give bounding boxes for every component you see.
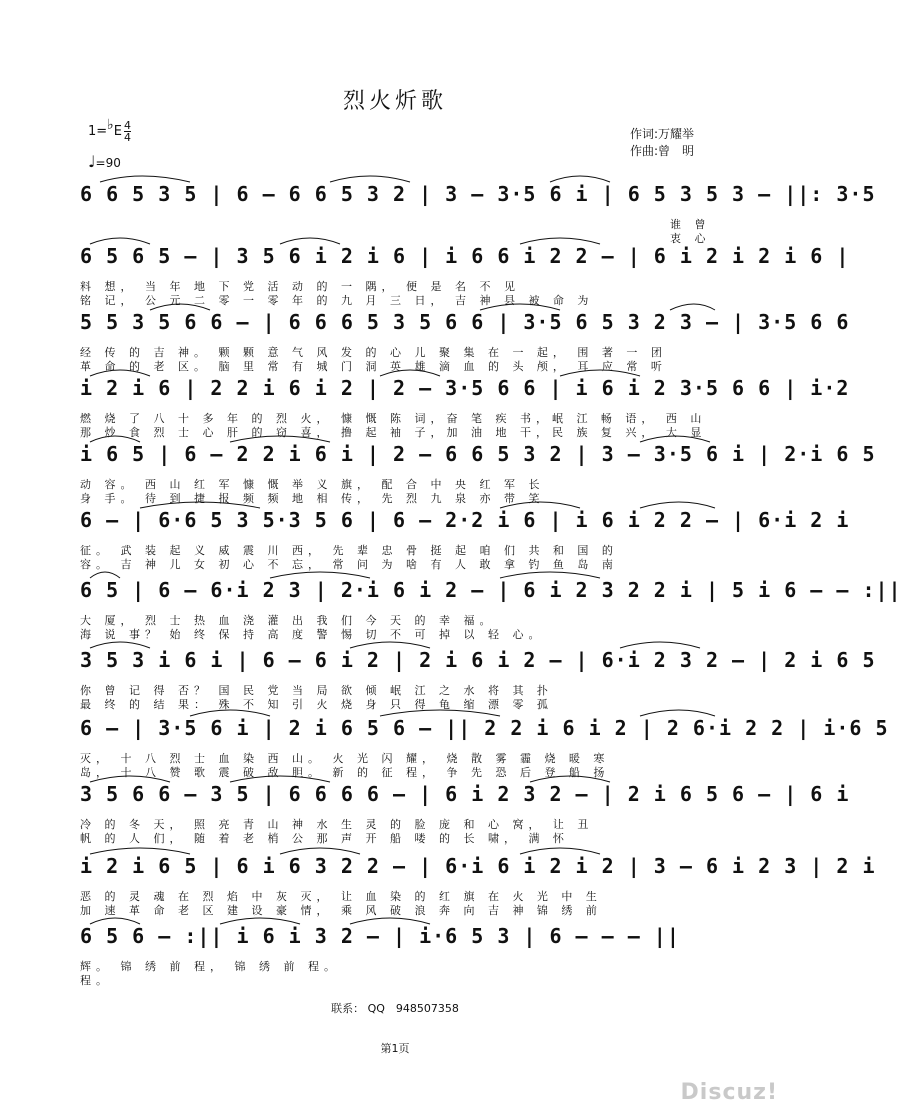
lyric-verse-1: 经 传 的 吉 神。 颗 颗 意 气 风 发 的 心 儿 聚 集 在 一 起， 围 著 一 团 — [80, 346, 667, 359]
composer: 作曲:曾 明 — [630, 144, 695, 158]
notation-line: i 2 i 6 5 | 6 i 6 3 2 2 – | 6·i 6 i 2 i 2 | 3 – 6 i 2 3 | 2 i — [80, 854, 876, 878]
lyric-verse-1: 你 曾 记 得 否？ 国 民 党 当 局 欲 倾 岷 江 之 水 将 其 扑 — [80, 684, 553, 697]
lyric-verse-2: 程。 — [80, 974, 112, 987]
notation-line: 3 5 3 i 6 i | 6 – 6 i 2 | 2 i 6 i 2 – | 6·i 2 3 2 – | 2 i 6 5 — [80, 648, 876, 672]
lyric-verse-2: 帆 的 人 们， 随 着 老 梢 公 那 声 开 船 喽 的 长 啸， 满 怀 — [80, 832, 569, 845]
notation-line: 6 6 5 3 5 | 6 – 6 6 5 3 2 | 3 – 3·5 6 i | 6 5 3 5 3 – ||: 3·5 — [80, 182, 876, 206]
notation-line: 6 – | 6·6 5 3 5·3 5 6 | 6 – 2·2 i 6 | i 6 i 2 2 – | 6·i 2 i — [80, 508, 850, 532]
tempo-value: =90 — [95, 156, 121, 170]
key-note: E — [113, 124, 122, 139]
song-title: 烈火炘歌 — [342, 89, 447, 114]
lyric-verse-1: 动 容。 西 山 红 军 慷 慨 举 义 旗， 配 合 中 央 红 军 长 — [80, 478, 545, 491]
lyric-verse-2: 铭 记， 公 元 二 零 一 零 年 的 九 月 三 日， 吉 神 县 被 命 为 — [80, 294, 594, 307]
lyric-verse-1: 大 厦， 烈 士 热 血 浇 灌 出 我 们 今 天 的 幸 福。 — [80, 614, 496, 627]
lyric-verse-2: 身 手。 待 到 捷 报 频 频 地 相 传， 先 烈 九 泉 亦 带 笑 — [80, 492, 545, 505]
lyric-verse-1: 恶 的 灵 魂 在 烈 焰 中 灰 灭， 让 血 染 的 红 旗 在 火 光 中 生 — [80, 890, 602, 903]
lyric-verse-2: 加 速 革 命 老 区 建 设 豪 情， 乘 风 破 浪 奔 向 吉 神 锦 绣 前 — [80, 904, 602, 917]
lyric-verse-1: 燃 烧 了 八 十 多 年 的 烈 火， 慷 慨 陈 词，奋 笔 疾 书，岷 江 畅 语， 西 山 — [80, 412, 707, 425]
lyric-verse-1: 冷 的 冬 天， 照 亮 青 山 神 水 生 灵 的 脸 庞 和 心 窝， 让 丑 — [80, 818, 594, 831]
lyric-verse-1: 征。 武 装 起 义 威 震 川 西， 先 辈 忠 骨 挺 起 咱 们 共 和 国 的 — [80, 544, 618, 557]
lyric-verse-1: 料 想， 当 年 地 下 党 活 动 的 一 隅， 便 是 名 不 见 — [80, 280, 520, 293]
time-signature — [124, 120, 131, 143]
key-prefix: 1= — [88, 124, 108, 139]
lyric-verse-1: 谁 曾 — [670, 218, 711, 231]
lyric-verse-2: 那 炒 食 烈 士 心 肝 的 窃 喜， 撸 起 袖 子，加 油 地 干，民 族 复 兴， 大 显 — [80, 426, 707, 439]
tempo-marking — [88, 152, 121, 171]
lyric-verse-2: 岛， 十 八 赞 歌 震 破 敌 胆。 新 的 征 程， 争 先 恐 后 登 船 扬 — [80, 766, 610, 779]
notation-line: i 2 i 6 | 2 2 i 6 i 2 | 2 – 3·5 6 6 | i 6 i 2 3·5 6 6 | i·2 — [80, 376, 850, 400]
notation-line: 6 5 6 – :|| i 6 i 3 2 – | i·6 5 3 | 6 – – – || — [80, 924, 680, 948]
quarter-note-icon: ♩ — [88, 152, 96, 171]
time-unit: 4 — [124, 131, 131, 144]
lyric-verse-2: 海 说 事？ 始 终 保 持 高 度 警 惕 切 不 可 掉 以 轻 心。 — [80, 628, 545, 641]
notation-line: 6 5 | 6 – 6·i 2 3 | 2·i 6 i 2 – | 6 i 2 3 2 2 i | 5 i 6 – – :|| — [80, 578, 902, 602]
watermark-logo: Discuz! — [680, 1080, 778, 1105]
flat-icon: ♭ — [107, 117, 114, 133]
lyric-verse-2: 革 命 的 老 区。 脑 里 常 有 城 门 洞 英 雄 滴 血 的 头 颅， 耳 应 常 听 — [80, 360, 667, 373]
credits — [630, 126, 694, 160]
notation-line: i 6 5 | 6 – 2 2 i 6 i | 2 – 6 6 5 3 2 | 3 – 3·5 6 i | 2·i 6 5 — [80, 442, 876, 466]
time-beats: 4 — [124, 119, 131, 132]
lyric-verse-1: 灭， 十 八 烈 士 血 染 西 山。 火 光 闪 耀， 烧 散 雾 霾 烧 暖 寒 — [80, 752, 610, 765]
notation-line: 5 5 3 5 6 6 – | 6 6 6 5 3 5 6 6 | 3·5 6 5 3 2 3 – | 3·5 6 6 — [80, 310, 850, 334]
lyric-verse-1: 辉。 锦 绣 前 程， 锦 绣 前 程。 — [80, 960, 340, 973]
lyricist: 作词:万耀举 — [630, 127, 695, 141]
page-number: 第1页 — [380, 1042, 410, 1055]
contact-info: 联系： QQ 948507358 — [331, 1002, 459, 1015]
lyric-verse-2: 容。 吉 神 儿 女 初 心 不 忘， 常 问 为 啥 有 人 敢 拿 钓 鱼 岛 南 — [80, 558, 618, 571]
notation-line: 6 – | 3·5 6 i | 2 i 6 5 6 – || 2 2 i 6 i 2 | 2 6·i 2 2 | i·6 5 — [80, 716, 889, 740]
lyric-verse-2: 衷 心 — [670, 232, 711, 245]
key-signature — [88, 117, 131, 144]
notation-line: 3 5 6 6 – 3 5 | 6 6 6 6 – | 6 i 2 3 2 – | 2 i 6 5 6 – | 6 i — [80, 782, 850, 806]
lyric-verse-2: 最 终 的 结 果： 殊 不 知 引 火 烧 身 只 得 龟 缩 漂 零 孤 — [80, 698, 553, 711]
notation-line: 6 5 6 5 – | 3 5 6 i 2 i 6 | i 6 6 i 2 2 – | 6 i 2 i 2 i 6 | — [80, 244, 850, 268]
